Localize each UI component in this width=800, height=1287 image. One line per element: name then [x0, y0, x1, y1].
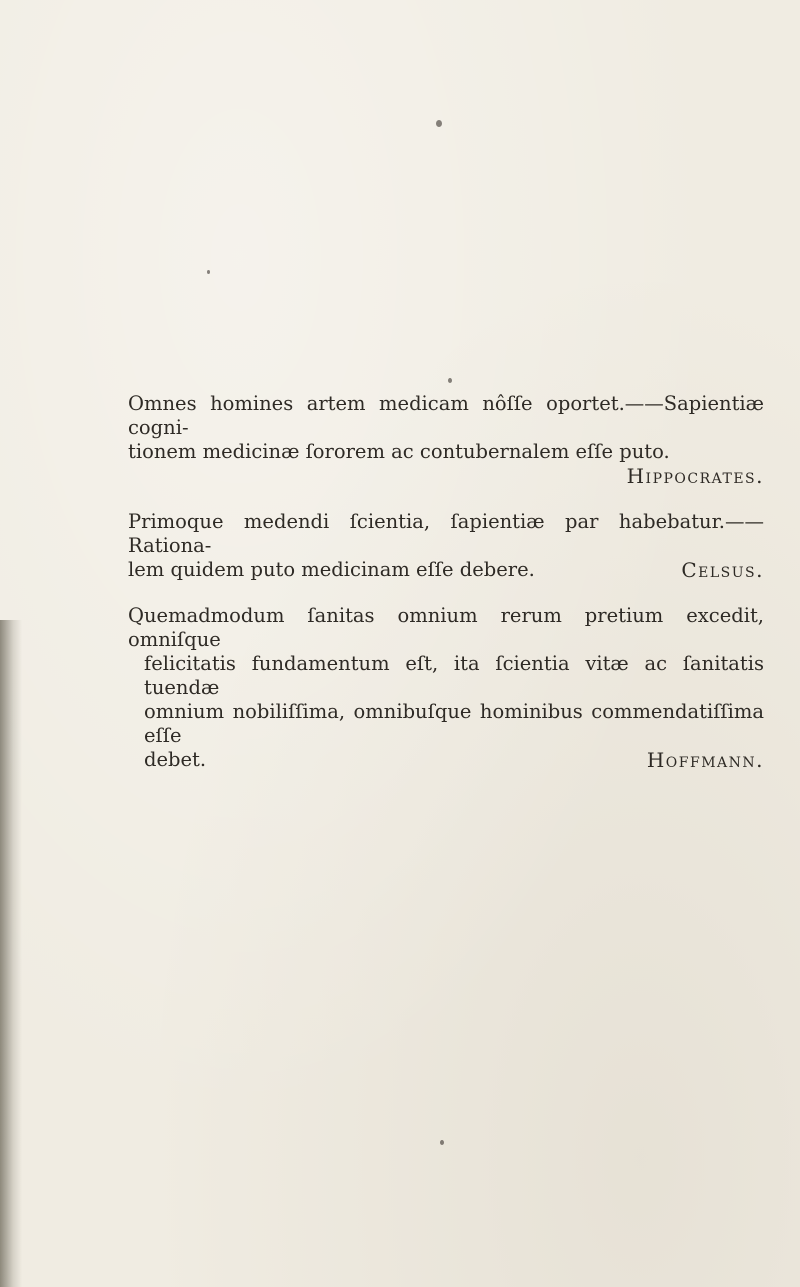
quote-line: Primoque medendi ſcientia, ſapientiæ par habebatur.——Rationa- — [128, 510, 764, 557]
quote-line: lem quidem puto medicinam eſſe debere. — [128, 558, 535, 581]
quote-hoffmann — [128, 604, 764, 772]
quote-line: felicitatis fundamentum eſt, ita ſcientia vitæ ac ſanitatis tuendæ — [144, 652, 764, 699]
quote-line-with-author — [128, 748, 764, 772]
quote-line: omnium nobiliſſima, omnibuſque hominibus commendatiſſima eſſe — [144, 700, 764, 747]
quote-hippocrates — [128, 392, 764, 488]
ink-speck — [207, 270, 210, 274]
quote-line: Omnes homines artem medicam nôſſe oportet.——Sapientiæ cogni- — [128, 392, 764, 439]
quote-author: Hoffmann. — [646, 748, 764, 772]
quote-line: Quemadmodum ſanitas omnium rerum pretium excedit, omniſque — [128, 604, 764, 651]
quote-line-with-author — [128, 558, 764, 582]
quote-line: debet. — [144, 748, 207, 771]
quote-line: tionem medicinæ ſororem ac contubernalem eſſe puto. — [128, 440, 670, 463]
ink-speck — [440, 1140, 444, 1145]
quote-author: Celsus. — [681, 558, 764, 582]
binding-shadow — [0, 620, 22, 1287]
ink-speck — [448, 378, 452, 383]
quote-celsus — [128, 510, 764, 582]
quote-author: Hippocrates. — [626, 464, 764, 488]
ink-speck — [436, 120, 442, 127]
epigraph-quotes — [128, 392, 764, 794]
